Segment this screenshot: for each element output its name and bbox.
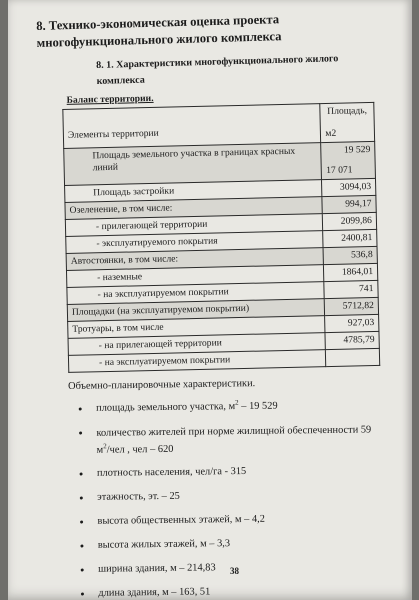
row-value: 5712,82	[325, 297, 379, 315]
floors-text: этажность, эт. – 25	[97, 490, 180, 503]
row-value: 2400,81	[323, 229, 377, 247]
characteristics-intro: Объемно-планировочные характеристики.	[68, 378, 256, 392]
row-value: 927,03	[325, 314, 379, 332]
row-name: - на эксплуатируемом покрытии	[68, 350, 326, 373]
section-title: 8. Технико-экономическая оценка проекта многофункционального жилого комплекса	[36, 12, 282, 50]
row-name: Площадь застройки	[65, 180, 323, 203]
table-caption: Баланс территории.	[66, 92, 154, 106]
row-value: 536,8	[323, 246, 377, 264]
row-value	[326, 348, 380, 366]
territory-balance-table	[62, 88, 380, 373]
list-item	[78, 393, 378, 421]
header-area	[320, 102, 374, 142]
row-name: Автостоянки, в том числе:	[66, 248, 324, 271]
residents-text: количество жителей при норме жилищной обеспеченности 59 м	[96, 424, 372, 456]
document-page	[8, 0, 412, 600]
row-name: Площадь земельного участка в границах красных линий	[64, 143, 322, 186]
row-value: 3094,03	[322, 178, 376, 196]
header-area-unit: м2	[325, 127, 337, 140]
row-name: - на эксплуатируемом покрытии	[67, 282, 325, 305]
length-text: длина здания, м – 163, 51	[98, 586, 211, 599]
row-name: - на прилегающей территории	[68, 333, 326, 356]
list-item	[80, 530, 380, 558]
row-name: Тротуары, в том числе	[68, 316, 326, 339]
row-value-2: 17 071	[326, 164, 353, 177]
residential-height-text: высота жилых этажей, м – 3,3	[97, 538, 231, 551]
row-name: - эксплуатируемого покрытия	[66, 231, 324, 254]
list-item	[78, 417, 378, 462]
row-value: 1864,01	[324, 263, 378, 281]
row-value	[321, 141, 375, 179]
list-item	[79, 506, 379, 534]
header-elements: Элементы территории	[63, 104, 321, 149]
row-name: Озеленение, в том числе:	[65, 197, 323, 220]
width-text: ширина здания, м – 214,83	[98, 562, 216, 575]
list-item	[80, 578, 380, 600]
row-name: Площадки (на эксплуатируемом покрытии)	[67, 299, 325, 322]
subsection-title: 8. 1. Характеристики многофункционального жилого комплекса	[96, 53, 339, 87]
list-item	[79, 458, 379, 486]
page-number: 38	[230, 566, 239, 576]
residents-sup: 2	[103, 442, 107, 451]
row-name: - наземные	[66, 265, 324, 288]
residents-value: /чел , чел – 620	[106, 443, 174, 456]
row-value: 2099,86	[323, 212, 377, 230]
row-value: 741	[324, 280, 378, 298]
public-height-text: высота общественных этажей, м – 4,2	[97, 513, 265, 527]
row-value-1: 19 529	[343, 144, 371, 156]
plot-area-text: площадь земельного участка, м	[96, 401, 236, 414]
row-value: 994,17	[322, 195, 376, 213]
row-name: - прилегающей территории	[65, 214, 323, 237]
header-area-label: Площадь,	[327, 105, 368, 117]
list-item	[79, 482, 379, 510]
row-value: 4785,79	[325, 331, 379, 349]
density-text: плотность населения, чел/га - 315	[96, 465, 247, 479]
plot-area-value: – 19 529	[238, 400, 278, 413]
plot-area-sup: 2	[235, 398, 239, 407]
